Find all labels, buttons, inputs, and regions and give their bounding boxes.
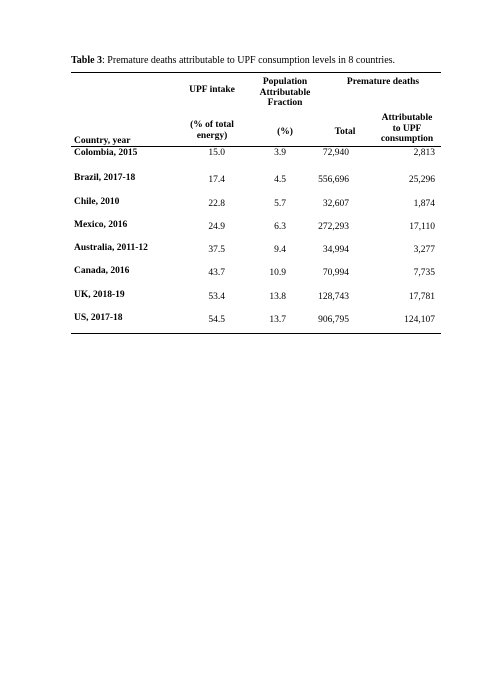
cell-country: Canada, 2016 xyxy=(74,266,130,277)
cell-attributable: 124,107 xyxy=(404,315,435,326)
header-attr-line1: Attributable xyxy=(381,113,433,123)
cell-paf: 13.8 xyxy=(269,291,286,302)
cell-total: 72,940 xyxy=(322,148,349,158)
table-row xyxy=(71,287,441,310)
cell-attributable: 3,277 xyxy=(413,245,435,256)
header-premature-deaths: Premature deaths xyxy=(346,77,420,87)
cell-total: 906,795 xyxy=(318,315,349,326)
header-upf-unit-line2: energy) xyxy=(196,130,228,141)
header-country-year: Country, year xyxy=(74,136,131,146)
cell-attributable: 17,110 xyxy=(409,221,435,232)
header-attributable xyxy=(371,113,443,145)
header-paf-line2: Attributable xyxy=(259,87,311,98)
cell-country: Mexico, 2016 xyxy=(74,219,128,230)
caption-text: : Premature deaths attributable to UPF consumption levels in 8 countries. xyxy=(102,55,396,66)
header-paf xyxy=(251,77,319,109)
header-upf-intake: UPF intake xyxy=(189,85,235,95)
cell-total: 70,994 xyxy=(322,268,349,279)
cell-upf: 15.0 xyxy=(208,148,225,158)
table-row xyxy=(71,170,441,193)
cell-upf: 22.8 xyxy=(208,198,225,209)
cell-total: 128,743 xyxy=(318,291,349,302)
results-table xyxy=(71,72,441,334)
table-row xyxy=(71,194,441,217)
cell-total: 556,696 xyxy=(318,175,349,186)
cell-country: UK, 2018-19 xyxy=(74,289,125,300)
cell-upf: 54.5 xyxy=(208,315,225,326)
cell-total: 272,293 xyxy=(318,221,349,232)
cell-paf: 6.3 xyxy=(274,221,286,232)
table-row xyxy=(71,263,441,286)
header-upf-unit-line1: (% of total xyxy=(190,120,234,130)
cell-paf: 3.9 xyxy=(274,148,286,158)
cell-paf: 4.5 xyxy=(274,175,286,186)
cell-country: Australia, 2011-12 xyxy=(74,243,148,254)
cell-paf: 9.4 xyxy=(274,245,286,256)
header-paf-line1: Population xyxy=(262,77,308,87)
cell-upf: 17.4 xyxy=(208,175,225,186)
cell-attributable: 2,813 xyxy=(413,148,435,158)
cell-attributable: 1,874 xyxy=(413,198,435,209)
cell-upf: 37.5 xyxy=(208,245,225,256)
cell-paf: 5.7 xyxy=(274,198,286,209)
cell-upf: 53.4 xyxy=(208,291,225,302)
cell-upf: 43.7 xyxy=(208,268,225,279)
table-header xyxy=(71,73,441,146)
cell-paf: 10.9 xyxy=(269,268,286,279)
cell-attributable: 7,735 xyxy=(413,268,435,279)
cell-country: Brazil, 2017-18 xyxy=(74,173,136,184)
header-upf-unit xyxy=(177,120,247,141)
cell-country: Colombia, 2015 xyxy=(74,148,138,158)
cell-attributable: 17,781 xyxy=(408,291,435,302)
cell-upf: 24.9 xyxy=(208,221,225,232)
header-attr-line2: to UPF xyxy=(392,123,422,134)
table-body xyxy=(71,147,441,333)
cell-paf: 13.7 xyxy=(269,315,286,326)
header-paf-line3: Fraction xyxy=(267,98,303,109)
table-caption xyxy=(71,55,395,66)
cell-country: Chile, 2010 xyxy=(74,196,120,207)
cell-country: US, 2017-18 xyxy=(74,313,123,324)
caption-label: Table 3 xyxy=(71,55,103,66)
header-attr-line3: consumption xyxy=(380,134,434,145)
table-row xyxy=(71,217,441,240)
cell-total: 34,994 xyxy=(322,245,349,256)
header-paf-unit: (%) xyxy=(277,127,293,137)
header-total: Total xyxy=(334,127,356,137)
cell-attributable: 25,296 xyxy=(408,175,435,186)
table-row xyxy=(71,147,441,170)
cell-total: 32,607 xyxy=(322,198,349,209)
table-row xyxy=(71,240,441,263)
table-row xyxy=(71,310,441,333)
table-bottom-rule xyxy=(71,333,441,334)
